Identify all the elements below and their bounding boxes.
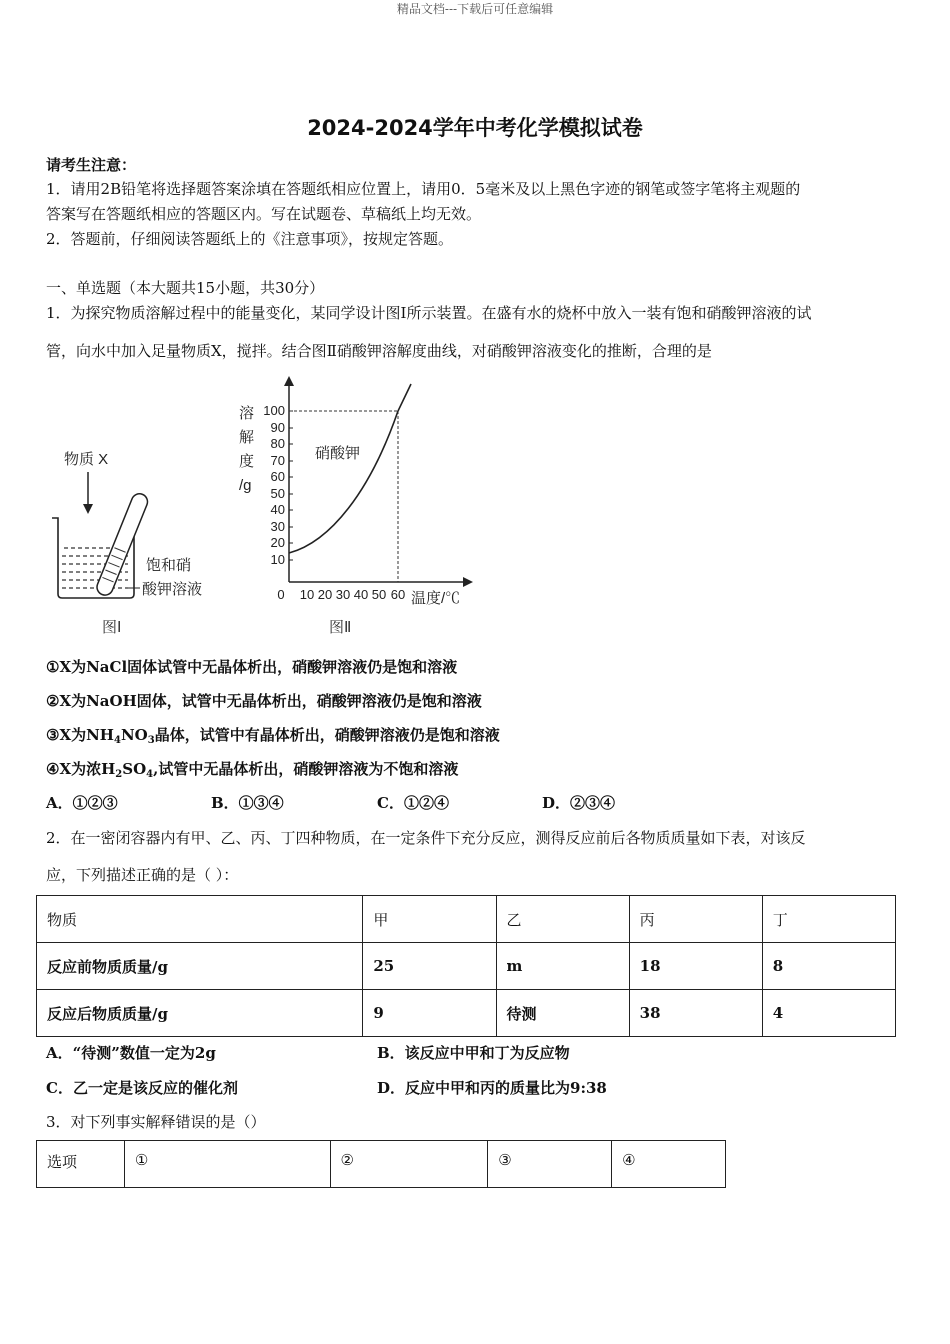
y-tick-label: 90 xyxy=(270,420,285,435)
question-2-stem: 应，下列描述正确的是（ ）： xyxy=(46,866,239,884)
notice-line: 1．请用2B铅笔将选择题答案涂填在答题纸相应位置上，请用0．5毫米及以上黑色字迹的钢笔或签字笔将主观题的 xyxy=(46,180,801,198)
table-cell: 4 xyxy=(762,990,895,1037)
figure-2-caption: 图Ⅱ xyxy=(329,619,352,636)
table-cell: 8 xyxy=(762,943,895,990)
y-tick-label: 10 xyxy=(270,552,285,567)
table-cell: 反应前物质质量/g xyxy=(37,943,363,990)
q1-option-a: A．①②③ xyxy=(46,794,118,812)
table-cell: 待测 xyxy=(496,990,629,1037)
table-row xyxy=(37,943,896,990)
q1-option-b: B．①③④ xyxy=(211,794,284,812)
table-cell: ① xyxy=(124,1141,330,1188)
question-2-stem: 2．在一密闭容器内有甲、乙、丙、丁四种物质，在一定条件下充分反应，测得反应前后各物质质量如下表，对该反 xyxy=(46,829,806,847)
table-cell: 38 xyxy=(629,990,762,1037)
q2-option-c: C．乙一定是该反应的催化剂 xyxy=(46,1079,238,1097)
table-cell: 选项 xyxy=(37,1141,125,1188)
q1-option-d: D．②③④ xyxy=(542,794,616,812)
y-tick-label: 60 xyxy=(270,469,285,484)
table-cell: ④ xyxy=(612,1141,726,1188)
y-tick-label: 20 xyxy=(270,535,285,550)
table-cell: 甲 xyxy=(363,896,496,943)
question-1-stem: 1．为探究物质溶解过程中的能量变化，某同学设计图Ⅰ所示装置。在盛有水的烧杯中放入一装有饱和硝酸钾溶液的试 xyxy=(46,304,812,322)
page-title: 2024-2024学年中考化学模拟试卷 xyxy=(307,116,643,140)
table-cell: 反应后物质质量/g xyxy=(37,990,363,1037)
table-cell: 9 xyxy=(363,990,496,1037)
table-row xyxy=(37,990,896,1037)
statement-2: ②X为NaOH固体，试管中无晶体析出，硝酸钾溶液仍是饱和溶液 xyxy=(46,692,482,710)
table-row xyxy=(37,1141,726,1188)
table-cell: 丙 xyxy=(629,896,762,943)
x-tick-label: 50 xyxy=(371,587,387,602)
q2-option-b: B．该反应中甲和丁为反应物 xyxy=(377,1044,570,1062)
table-cell: 25 xyxy=(363,943,496,990)
y-axis-label: 解 xyxy=(239,429,255,446)
y-tick-label: 40 xyxy=(270,502,285,517)
y-tick-label: 70 xyxy=(270,453,285,468)
table-cell: ② xyxy=(330,1141,488,1188)
table-cell: m xyxy=(496,943,629,990)
figure-1-caption: 图Ⅰ xyxy=(102,619,122,636)
x-tick-label: 20 xyxy=(317,587,333,602)
reaction-mass-table xyxy=(36,895,896,1037)
q2-option-d: D．反应中甲和丙的质量比为9:38 xyxy=(377,1079,607,1097)
figure-2-solubility-curve xyxy=(235,372,480,642)
statement-3: ③X为$NH_4NO_3$晶体，试管中有晶体析出，硝酸钾溶液仍是饱和溶液 xyxy=(46,726,500,746)
saturated-solution-label: 饱和硝 xyxy=(146,557,192,574)
notice-line: 答案写在答题纸相应的答题区内。写在试题卷、草稿纸上均无效。 xyxy=(46,205,482,223)
y-axis-label: 度 xyxy=(239,453,255,470)
curve-label: 硝酸钾 xyxy=(315,445,361,462)
q2-option-a: A．“待测”数值一定为2g xyxy=(46,1044,216,1062)
x-tick-label: 10 xyxy=(299,587,315,602)
substance-x-label: 物质 X xyxy=(64,451,109,468)
solubility-curve xyxy=(289,384,411,553)
statement-1: ①X为NaCl固体试管中无晶体析出，硝酸钾溶液仍是饱和溶液 xyxy=(46,658,458,676)
table-cell: ③ xyxy=(488,1141,612,1188)
section-heading: 一、单选题（本大题共15小题，共30分） xyxy=(46,279,325,297)
table-cell: 乙 xyxy=(496,896,629,943)
x-tick-label: 0 xyxy=(277,587,285,602)
q1-option-c: C．①②④ xyxy=(377,794,449,812)
table-row xyxy=(37,896,896,943)
y-tick-label: 50 xyxy=(270,486,285,501)
page-header: 精品文档---下载后可任意编辑 xyxy=(396,2,554,16)
y-tick-label: 80 xyxy=(270,436,285,451)
question-1-stem: 管，向水中加入足量物质X，搅拌。结合图Ⅱ硝酸钾溶解度曲线，对硝酸钾溶液变化的推断，合理的是 xyxy=(46,342,712,360)
x-tick-label: 60 xyxy=(390,587,406,602)
y-axis-label: 溶 xyxy=(239,405,255,422)
table-cell: 18 xyxy=(629,943,762,990)
x-tick-label: 30 xyxy=(335,587,351,602)
question-3-stem: 3．对下列事实解释错误的是（） xyxy=(46,1113,266,1131)
y-tick-label: 100 xyxy=(263,403,285,418)
notice-line: 2．答题前，仔细阅读答题纸上的《注意事项》，按规定答题。 xyxy=(46,230,454,248)
saturated-solution-label: 酸钾溶液 xyxy=(142,581,203,598)
y-tick-label: 30 xyxy=(270,519,285,534)
explanation-table xyxy=(36,1140,726,1188)
figure-1-apparatus xyxy=(40,440,230,640)
x-tick-label: 40 xyxy=(353,587,369,602)
statement-4: ④X为浓$H_2SO_4$,试管中无晶体析出，硝酸钾溶液为不饱和溶液 xyxy=(46,760,459,780)
table-cell: 物质 xyxy=(37,896,363,943)
notice-heading: 请考生注意： xyxy=(46,156,137,174)
x-axis-label: 温度/℃ xyxy=(411,590,461,607)
y-axis-label: /g xyxy=(239,477,252,494)
table-cell: 丁 xyxy=(762,896,895,943)
